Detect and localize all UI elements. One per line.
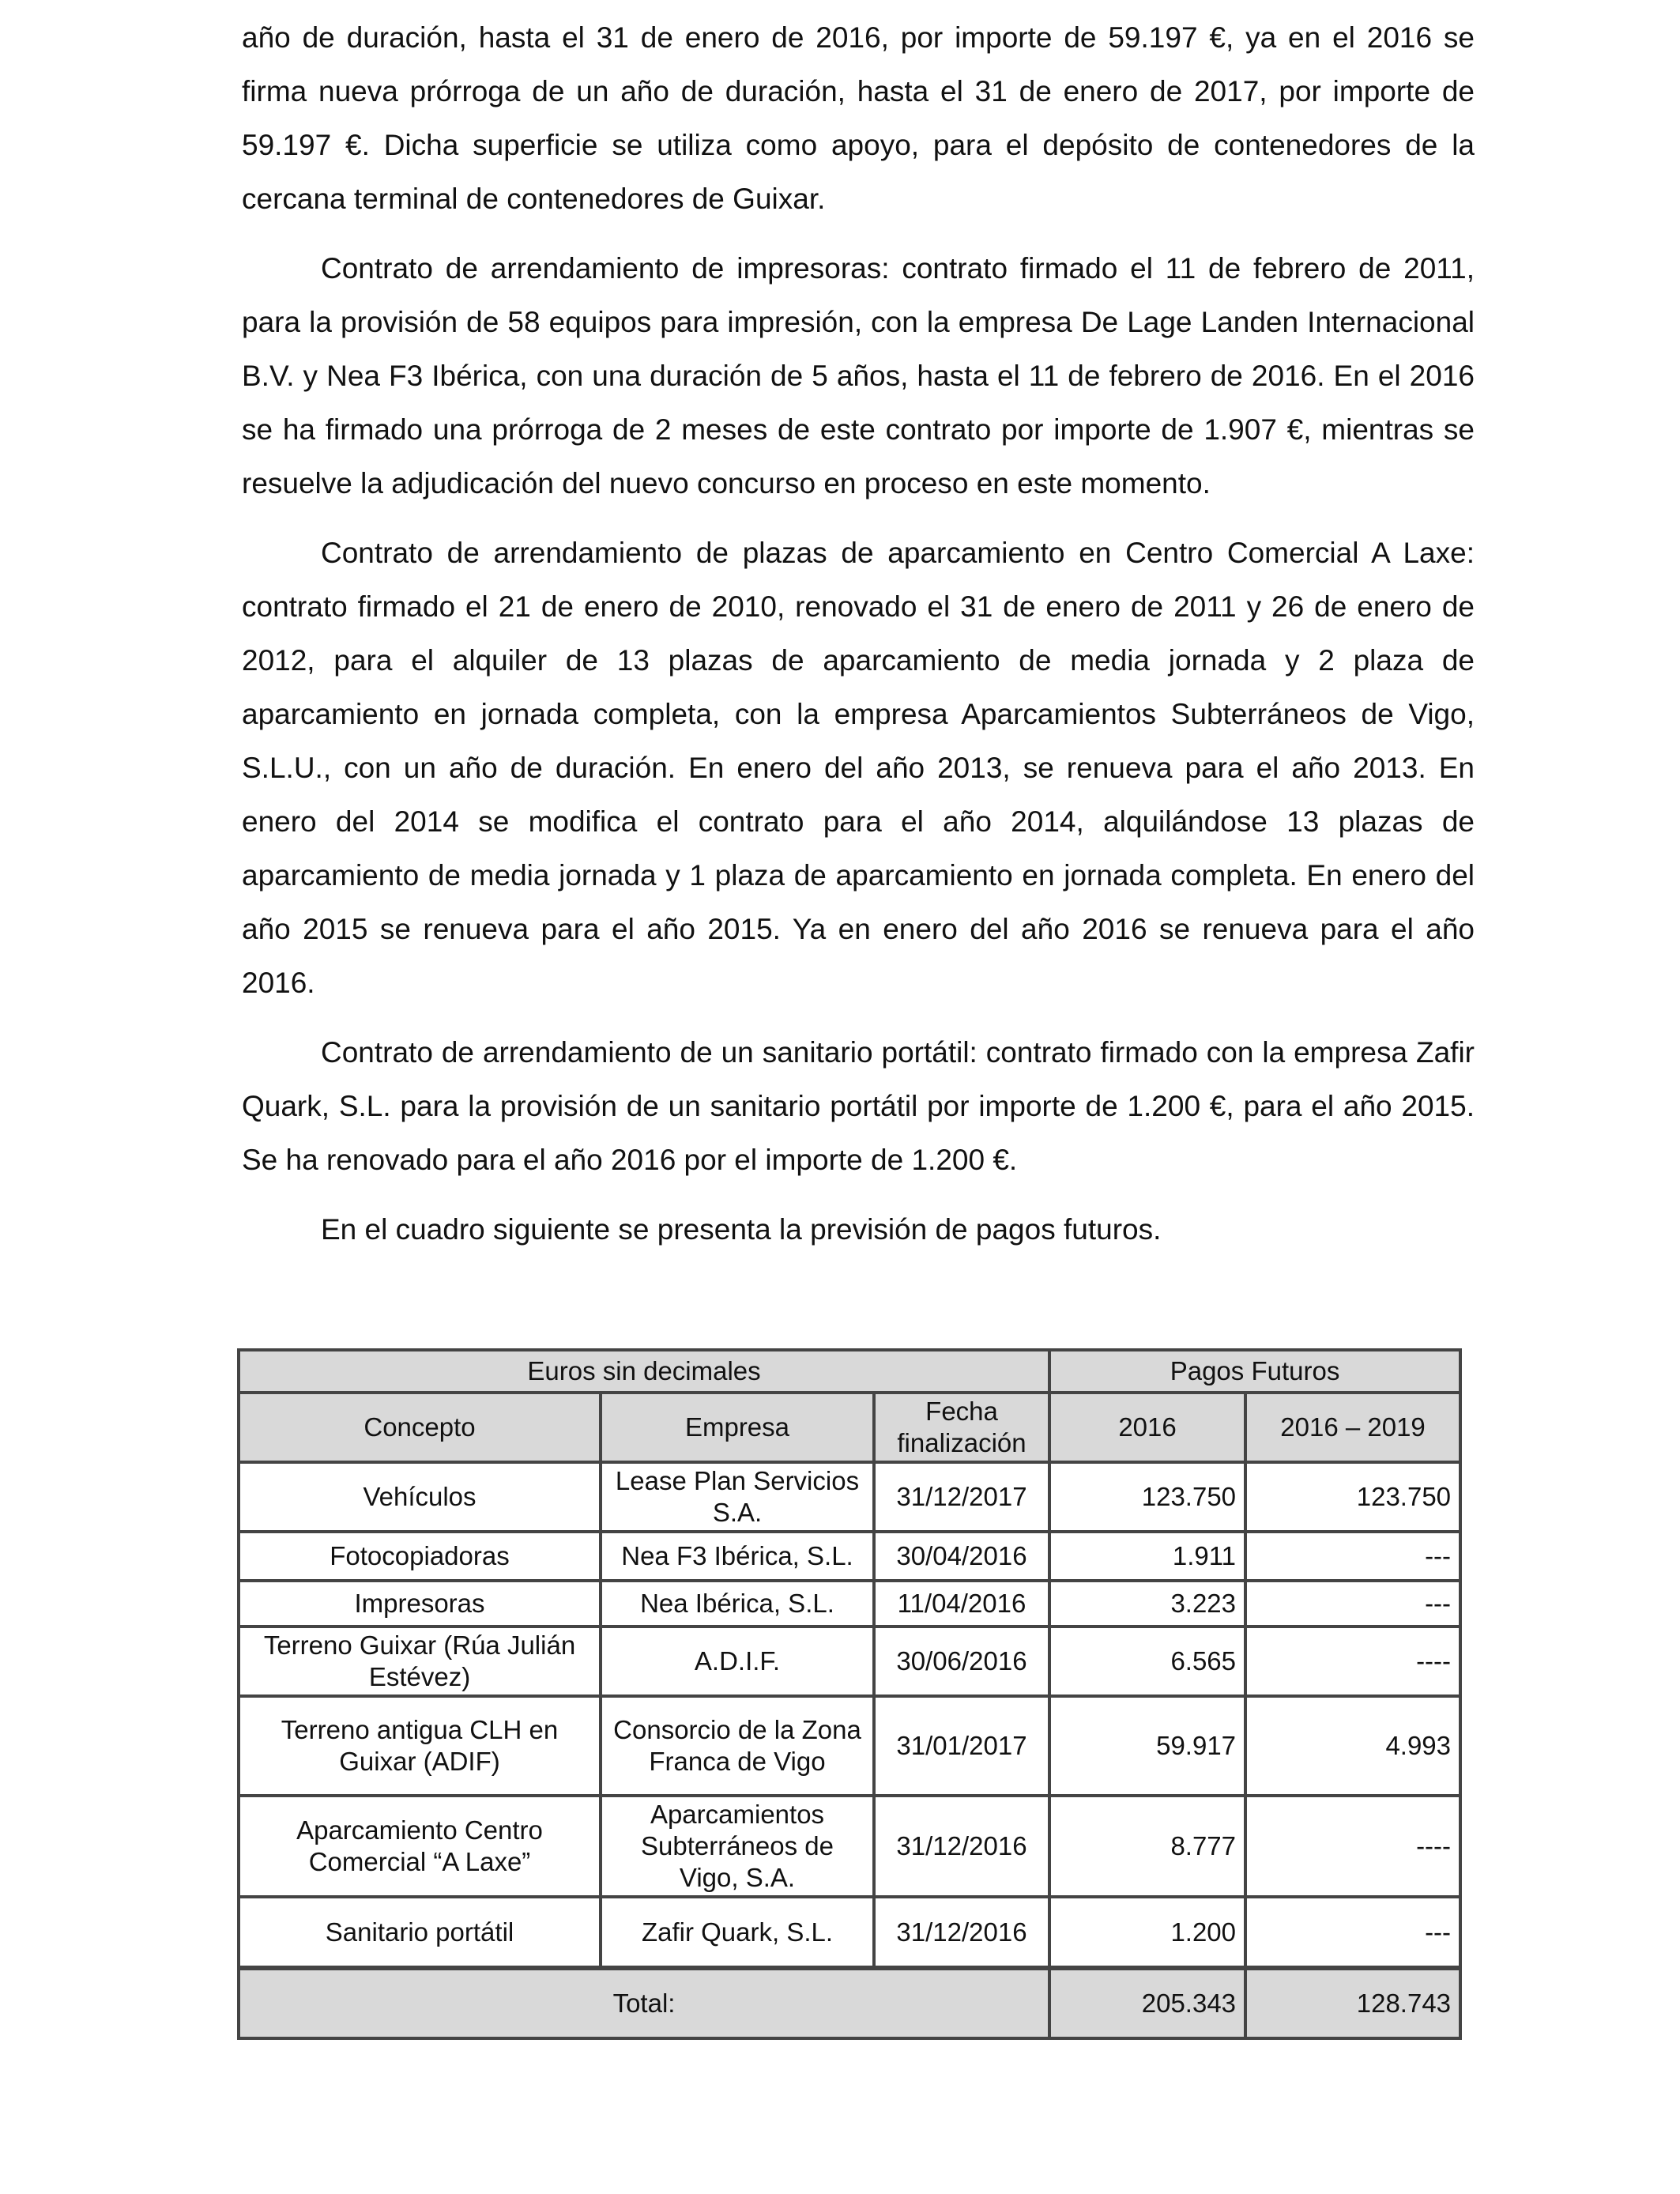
column-header-2016: 2016: [1049, 1393, 1245, 1462]
cell-empresa: A.D.I.F.: [601, 1627, 874, 1696]
cell-2016: 6.565: [1049, 1627, 1245, 1696]
cell-2016: 3.223: [1049, 1581, 1245, 1627]
table-row: [239, 1897, 1460, 1968]
total-2016-2019: 128.743: [1245, 1968, 1460, 2038]
cell-concepto: Aparcamiento Centro Comercial “A Laxe”: [239, 1796, 601, 1897]
table-row: [239, 1532, 1460, 1581]
cell-2016-2019: ----: [1245, 1796, 1460, 1897]
cell-empresa: Nea Ibérica, S.L.: [601, 1581, 874, 1627]
cell-fecha: 31/12/2017: [874, 1462, 1049, 1532]
group-header-euros: Euros sin decimales: [239, 1350, 1049, 1393]
cell-concepto: Vehículos: [239, 1462, 601, 1532]
cell-concepto: Terreno Guixar (Rúa Julián Estévez): [239, 1627, 601, 1696]
cell-2016: 1.911: [1049, 1532, 1245, 1581]
table-total-row: [239, 1968, 1460, 2038]
cell-2016-2019: 4.993: [1245, 1696, 1460, 1796]
table-row: [239, 1581, 1460, 1627]
document-page: [242, 11, 1475, 1272]
cell-concepto: Impresoras: [239, 1581, 601, 1627]
cell-empresa: Aparcamientos Subterráneos de Vigo, S.A.: [601, 1796, 874, 1897]
cell-concepto: Fotocopiadoras: [239, 1532, 601, 1581]
cell-2016-2019: ---: [1245, 1581, 1460, 1627]
cell-concepto: Sanitario portátil: [239, 1897, 601, 1968]
cell-2016-2019: 123.750: [1245, 1462, 1460, 1532]
column-header-fecha: Fecha finalización: [874, 1393, 1049, 1462]
cell-2016: 8.777: [1049, 1796, 1245, 1897]
table-row: [239, 1462, 1460, 1532]
cell-fecha: 30/06/2016: [874, 1627, 1049, 1696]
paragraph-table-intro: En el cuadro siguiente se presenta la previsión de pagos futuros.: [321, 1213, 1162, 1246]
cell-concepto: Terreno antigua CLH en Guixar (ADIF): [239, 1696, 601, 1796]
cell-empresa: Lease Plan Servicios S.A.: [601, 1462, 874, 1532]
cell-fecha: 31/01/2017: [874, 1696, 1049, 1796]
total-2016: 205.343: [1049, 1968, 1245, 2038]
paragraph-printers-contract: Contrato de arrendamiento de impresoras: contrato firmado el 11 de febrero de 2011, para la provisión de 58 equipos para impresión, con la empresa De Lage Landen Internacional B.V. y Nea F3 Ibérica, con una duración de 5 años, hasta el 11 de febrero de 2016. En el 2016 se ha firmado una prórroga de 2 meses de este contrato por importe de 1.907 €, mientras se resuelve la adjudicación del nuevo concurso en proceso en este momento.: [242, 252, 1475, 499]
cell-2016-2019: ---: [1245, 1532, 1460, 1581]
cell-fecha: 31/12/2016: [874, 1796, 1049, 1897]
table-row: [239, 1696, 1460, 1796]
paragraph-guixar-land: año de duración, hasta el 31 de enero de 2016, por importe de 59.197 €, ya en el 2016 se firma nueva prórroga de un año de duración, hasta el 31 de enero de 2017, por importe de 59.197 €. Dicha superficie se utiliza como apoyo, para el depósito de contenedores de la cercana terminal de contenedores de Guixar.: [242, 21, 1475, 215]
cell-2016-2019: ----: [1245, 1627, 1460, 1696]
cell-2016: 123.750: [1049, 1462, 1245, 1532]
table-row: [239, 1796, 1460, 1897]
future-payments-table: [237, 1348, 1462, 2040]
column-header-2016-2019: 2016 – 2019: [1245, 1393, 1460, 1462]
column-header-concepto: Concepto: [239, 1393, 601, 1462]
cell-fecha: 31/12/2016: [874, 1897, 1049, 1968]
paragraph-portable-toilet-contract: Contrato de arrendamiento de un sanitario portátil: contrato firmado con la empresa Zafir Quark, S.L. para la provisión de un sanitario portátil por importe de 1.200 €, para el año 2015. Se ha renovado para el año 2016 por el importe de 1.200 €.: [242, 1036, 1475, 1176]
total-label: Total:: [239, 1968, 1049, 2038]
table-column-header-row: [239, 1393, 1460, 1462]
group-header-future-payments: Pagos Futuros: [1049, 1350, 1460, 1393]
cell-2016: 1.200: [1049, 1897, 1245, 1968]
cell-fecha: 11/04/2016: [874, 1581, 1049, 1627]
table-group-header-row: [239, 1350, 1460, 1393]
cell-2016: 59.917: [1049, 1696, 1245, 1796]
cell-empresa: Nea F3 Ibérica, S.L.: [601, 1532, 874, 1581]
table-row: [239, 1627, 1460, 1696]
cell-fecha: 30/04/2016: [874, 1532, 1049, 1581]
column-header-empresa: Empresa: [601, 1393, 874, 1462]
cell-empresa: Consorcio de la Zona Franca de Vigo: [601, 1696, 874, 1796]
paragraph-parking-contract: Contrato de arrendamiento de plazas de aparcamiento en Centro Comercial A Laxe: contrato firmado el 21 de enero de 2010, renovado el 31 de enero de 2011 y 26 de enero de 2012, para el alquiler de 13 plazas de aparcamiento de media jornada y 2 plaza de aparcamiento en jornada completa, con la empresa Aparcamientos Subterráneos de Vigo, S.L.U., con un año de duración. En enero del año 2013, se renueva para el año 2013. En enero del 2014 se modifica el contrato para el año 2014, alquilándose 13 plazas de aparcamiento de media jornada y 1 plaza de aparcamiento en jornada completa. En enero del año 2015 se renueva para el año 2015. Ya en enero del año 2016 se renueva para el año 2016.: [242, 537, 1475, 999]
cell-2016-2019: ---: [1245, 1897, 1460, 1968]
cell-empresa: Zafir Quark, S.L.: [601, 1897, 874, 1968]
